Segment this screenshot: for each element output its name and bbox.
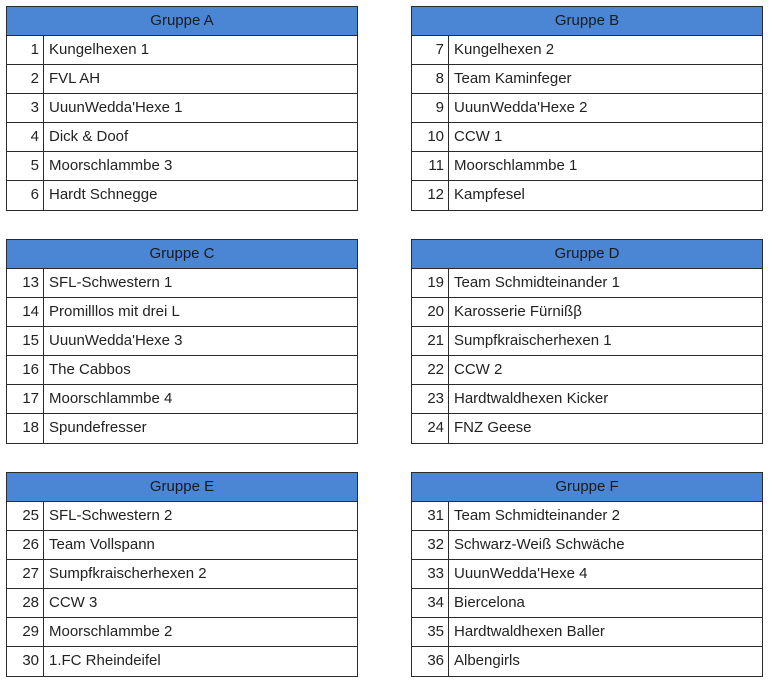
table-row <box>7 298 357 327</box>
team-name: Moorschlammbe 4 <box>49 390 173 407</box>
team-name: Spundefresser <box>49 419 147 436</box>
team-number: 10 <box>412 123 449 151</box>
team-name: Moorschlammbe 3 <box>49 157 173 174</box>
table-row <box>7 414 357 443</box>
team-name: UuunWedda'Hexe 3 <box>49 332 183 349</box>
table-row <box>412 589 762 618</box>
team-name: UuunWedda'Hexe 2 <box>454 99 588 116</box>
table-row <box>412 531 762 560</box>
team-number: 27 <box>7 560 44 588</box>
group-f-table <box>411 472 763 677</box>
team-name: Albengirls <box>454 652 520 669</box>
table-row <box>412 298 762 327</box>
group-b-header: Gruppe B <box>412 7 762 36</box>
team-name: Promilllos mit drei L <box>49 303 180 320</box>
team-number: 19 <box>412 269 449 297</box>
table-row <box>412 181 762 210</box>
team-name: Kampfesel <box>454 186 525 203</box>
team-number: 5 <box>7 152 44 180</box>
team-number: 3 <box>7 94 44 122</box>
team-number: 32 <box>412 531 449 559</box>
team-name: Kungelhexen 2 <box>454 41 555 58</box>
team-number: 1 <box>7 36 44 64</box>
group-c-header: Gruppe C <box>7 240 357 269</box>
team-name: SFL-Schwestern 2 <box>49 507 173 524</box>
team-number: 35 <box>412 618 449 646</box>
team-number: 29 <box>7 618 44 646</box>
team-name: The Cabbos <box>49 361 131 378</box>
table-row <box>412 385 762 414</box>
table-row <box>7 327 357 356</box>
group-b-table <box>411 6 763 211</box>
table-row <box>7 65 357 94</box>
team-number: 11 <box>412 152 449 180</box>
team-number: 24 <box>412 414 449 443</box>
team-name: UuunWedda'Hexe 4 <box>454 565 588 582</box>
group-a-header: Gruppe A <box>7 7 357 36</box>
team-number: 25 <box>7 502 44 530</box>
team-number: 20 <box>412 298 449 326</box>
group-e-table <box>6 472 358 677</box>
table-row <box>7 618 357 647</box>
table-row <box>7 560 357 589</box>
team-name: Kungelhexen 1 <box>49 41 150 58</box>
team-name: Hardtwaldhexen Baller <box>454 623 605 640</box>
team-number: 16 <box>7 356 44 384</box>
team-number: 30 <box>7 647 44 676</box>
table-row <box>412 94 762 123</box>
team-number: 7 <box>412 36 449 64</box>
table-row <box>7 123 357 152</box>
team-name: Team Schmidteinander 1 <box>454 274 620 291</box>
team-number: 21 <box>412 327 449 355</box>
group-f-header: Gruppe F <box>412 473 762 502</box>
team-number: 23 <box>412 385 449 413</box>
team-number: 14 <box>7 298 44 326</box>
table-row <box>412 560 762 589</box>
table-row <box>7 356 357 385</box>
table-row <box>412 269 762 298</box>
table-row <box>412 152 762 181</box>
table-row <box>7 531 357 560</box>
table-row <box>7 94 357 123</box>
table-row <box>412 327 762 356</box>
group-d-header: Gruppe D <box>412 240 762 269</box>
table-row <box>7 36 357 65</box>
table-row <box>7 152 357 181</box>
group-a-table <box>6 6 358 211</box>
team-name: Karosserie Fürnißβ <box>454 303 582 320</box>
team-number: 6 <box>7 181 44 210</box>
table-row <box>7 181 357 210</box>
team-number: 8 <box>412 65 449 93</box>
table-row <box>7 385 357 414</box>
team-number: 17 <box>7 385 44 413</box>
team-name: Dick & Doof <box>49 128 129 145</box>
team-number: 12 <box>412 181 449 210</box>
team-number: 4 <box>7 123 44 151</box>
team-number: 33 <box>412 560 449 588</box>
team-name: Hardtwaldhexen Kicker <box>454 390 609 407</box>
team-name: UuunWedda'Hexe 1 <box>49 99 183 116</box>
group-d-table <box>411 239 763 444</box>
team-name: Team Schmidteinander 2 <box>454 507 620 524</box>
team-number: 26 <box>7 531 44 559</box>
team-name: FVL AH <box>49 70 101 87</box>
table-row <box>7 647 357 676</box>
team-name: Moorschlammbe 1 <box>454 157 578 174</box>
table-row <box>412 123 762 152</box>
team-name: Hardt Schnegge <box>49 186 158 203</box>
table-row <box>412 356 762 385</box>
table-row <box>412 65 762 94</box>
table-row <box>7 269 357 298</box>
team-name: Sumpfkraischerhexen 2 <box>49 565 207 582</box>
team-number: 2 <box>7 65 44 93</box>
team-name: Biercelona <box>454 594 525 611</box>
table-row <box>7 502 357 531</box>
team-name: CCW 2 <box>454 361 503 378</box>
team-number: 34 <box>412 589 449 617</box>
team-number: 31 <box>412 502 449 530</box>
team-number: 36 <box>412 647 449 676</box>
table-row <box>412 36 762 65</box>
group-e-header: Gruppe E <box>7 473 357 502</box>
team-name: CCW 1 <box>454 128 503 145</box>
team-number: 28 <box>7 589 44 617</box>
table-row <box>7 589 357 618</box>
team-name: Moorschlammbe 2 <box>49 623 173 640</box>
table-row <box>412 618 762 647</box>
table-row <box>412 502 762 531</box>
team-number: 22 <box>412 356 449 384</box>
team-number: 9 <box>412 94 449 122</box>
team-name: 1.FC Rheindeifel <box>49 652 161 669</box>
group-c-table <box>6 239 358 444</box>
team-name: CCW 3 <box>49 594 98 611</box>
team-number: 13 <box>7 269 44 297</box>
team-name: Schwarz-Weiß Schwäche <box>454 536 625 553</box>
team-name: Sumpfkraischerhexen 1 <box>454 332 612 349</box>
table-row <box>412 647 762 676</box>
team-name: Team Kaminfeger <box>454 70 572 87</box>
team-name: Team Vollspann <box>49 536 155 553</box>
team-number: 18 <box>7 414 44 443</box>
team-name: SFL-Schwestern 1 <box>49 274 173 291</box>
table-row <box>412 414 762 443</box>
team-name: FNZ Geese <box>454 419 532 436</box>
team-number: 15 <box>7 327 44 355</box>
